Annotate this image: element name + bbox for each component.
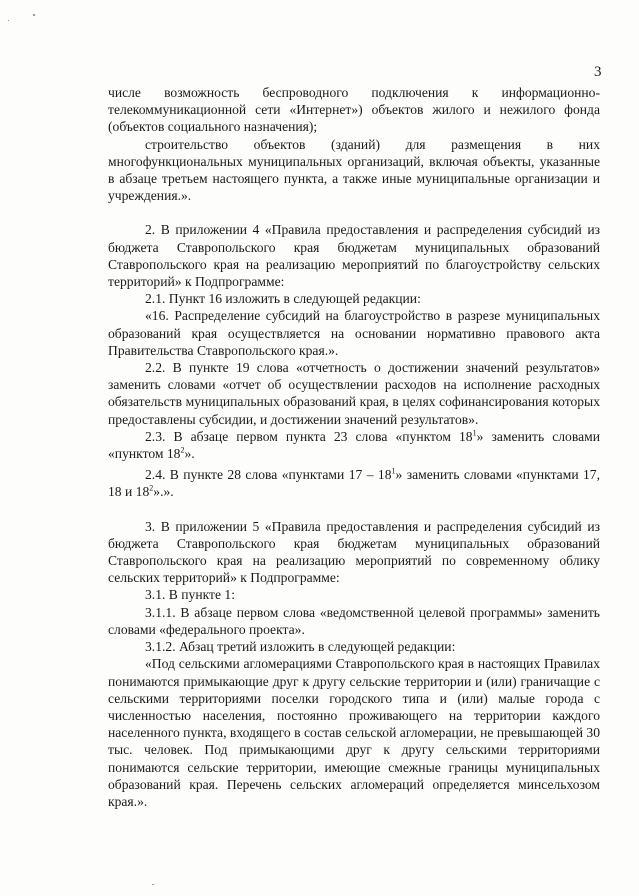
text-run: ».». — [153, 484, 174, 500]
paragraph: 3.1.1. В абзаце первом слова «ведомственной целевой программы» заменить словами «федерального проекта». — [108, 604, 600, 637]
paragraph: строительство объектов (зданий) для размещения в них многофункциональных муниципальных организаций, включая объекты, указанные в абзаце третьем настоящего пункта, а также иные муниципальные организации и учреждения.». — [108, 136, 600, 204]
superscript: 2 — [149, 483, 154, 493]
text-run: 2.4. В пункте 28 слова «пунктами 17 – 18 — [145, 467, 392, 483]
superscript: 2 — [180, 445, 185, 455]
section-2-heading: 2. В приложении 4 «Правила предоставления и распределения субсидий из бюджета Ставропольского края бюджетам муниципальных образований Ставропольского края на реализацию мероприятий по благоустройству сельских территорий» к Подпрограмме: — [108, 222, 600, 290]
paragraph: «Под сельскими агломерациями Ставропольского края в настоящих Правилах понимаются примыкающие друг к другу сельские территории и (или) граничащие с сельскими территориями поселки городского типа и (или) малые города с численностью населения, постоянно проживающего на территории каждого населенного пункта, входящего в состав сельской агломерации, не превышающей 30 тыс. человек. Под примыкающими друг к другу сельскими территориями понимаются сельские территории, имеющие смежные границы муниципальных образований края. Перечень сельских агломераций определяется минсельхозом края.». — [108, 656, 600, 809]
text-run: 2.3. В абзаце первом пункта 23 слова «пунктом 18 — [145, 428, 473, 444]
scan-speck — [8, 20, 9, 21]
page-number: 3 — [594, 64, 602, 80]
superscript: 1 — [391, 466, 396, 476]
paragraph: 3.1.2. Абзац третий изложить в следующей редакции: — [145, 639, 456, 655]
paragraph: 2.2. В пункте 19 слова «отчетность о достижении значений результатов» заменить словами «отчет об осуществлении расходов на исполнение расходных обязательств муниципальных образований края, в целях софинансирования которых предоставлены субсидии, и достижении значений результатов». — [108, 360, 600, 427]
paragraph — [108, 466, 600, 500]
paragraph: «16. Распределение субсидий на благоустройство в разрезе муниципальных образований края осуществляется на основании нормативно правового акта Правительства Ставропольского края.». — [108, 308, 600, 358]
paragraph: числе возможность беспроводного подключения к информационно-телекоммуникационной сети «Интернет») объектов жилого и нежилого фонда (объектов социального назначения); — [108, 85, 600, 135]
superscript: 1 — [472, 428, 477, 438]
paragraph: 2.1. Пункт 16 изложить в следующей редакции: — [145, 291, 421, 307]
paragraph — [108, 428, 600, 462]
text-run: » заменить словами «пунктами 17, 18 и 18 — [108, 467, 600, 500]
scan-speck — [33, 14, 35, 16]
document-body — [108, 84, 600, 810]
text-run: » заменить словами «пунктом 18 — [108, 428, 600, 462]
scan-speck — [152, 884, 154, 885]
section-3-heading: 3. В приложении 5 «Правила предоставления и распределения субсидий из бюджета Ставропольского края бюджетам муниципальных образований Ставропольского края на реализацию мероприятий по современному облику сельских территорий» к Подпрограмме: — [108, 518, 600, 586]
paragraph: 3.1. В пункте 1: — [145, 587, 235, 603]
text-run: ». — [184, 446, 195, 462]
